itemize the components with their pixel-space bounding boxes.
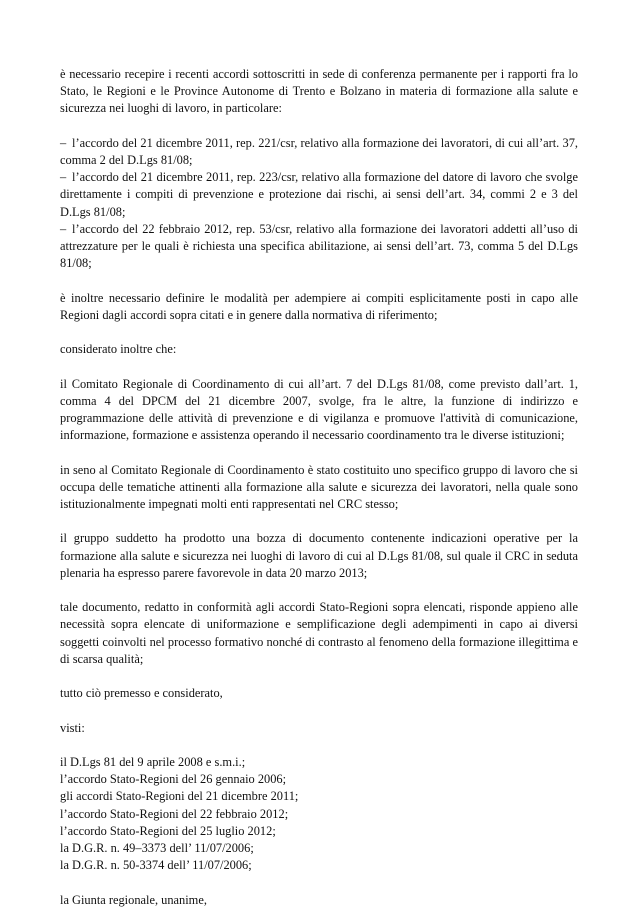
paragraph-considered: considerato inoltre che: — [60, 342, 177, 357]
reference-item: la D.G.R. n. 49–3373 dell’ 11/07/2006; — [60, 840, 254, 855]
reference-item: l’accordo Stato-Regioni del 25 luglio 2012; — [60, 823, 276, 838]
paragraph-crc-role: il Comitato Regionale di Coordinamento di cui all’art. 7 del D.Lgs 81/08, come previsto dall’art. 1, comma 4 del DPCM del 21 dicembre 2007, svolge, fra le altre, la funzione di indirizzo e programmazione delle attività di prevenzione e di vigilanza e promuove l'attività di comunicazione, informazione, formazione e assistenza operando il necessario coordinamento tra le diverse istituzioni; — [60, 376, 578, 443]
agreement-text: l’accordo del 22 febbraio 2012, rep. 53/csr, relativo alla formazione dei lavoratori addetti all’uso di attrezzature per le quali è richiesta una specifica abilitazione, ai sensi dell’art. 73, comma 5 del D.Lgs 81/08; — [60, 221, 578, 271]
paragraph-document-conformity: tale documento, redatto in conformità agli accordi Stato-Regioni sopra elencati, risponde appieno alle necessità sopra elencate di uniformazione e semplificazione degli adempimenti in capo ai diversi soggetti coinvolti nel processo formativo nonché di contrasto al fenomeno della formazione illegittima e di scarsa qualità; — [60, 600, 578, 666]
reference-item: gli accordi Stato-Regioni del 21 dicembre 2011; — [60, 789, 299, 804]
agreement-item — [60, 169, 578, 221]
agreement-item — [60, 221, 578, 273]
agreement-item — [60, 135, 578, 169]
paragraph-premises: tutto ciò premesso e considerato, — [60, 686, 223, 701]
paragraph-draft-document: il gruppo suddetto ha prodotto una bozza di documento contenente indicazioni operative per la formazione alla salute e sicurezza nei luoghi di lavoro di cui al D.Lgs 81/08, sul quale il CRC in seduta plenaria ha espresso parere favorevole in data 20 marzo 2013; — [60, 531, 578, 580]
reference-item: il D.Lgs 81 del 9 aprile 2008 e s.m.i.; — [60, 754, 246, 769]
agreement-text: l’accordo del 21 dicembre 2011, rep. 221/csr, relativo alla formazione dei lavoratori, di cui all’art. 37, comma 2 del D.Lgs 81/08; — [60, 135, 578, 167]
dash-bullet: – — [60, 221, 67, 236]
reference-item: l’accordo Stato-Regioni del 26 gennaio 2006; — [60, 772, 287, 787]
reference-item: l’accordo Stato-Regioni del 22 febbraio 2012; — [60, 806, 289, 821]
agreement-text: l’accordo del 21 dicembre 2011, rep. 223/csr, relativo alla formazione del datore di lavoro che svolge direttamente i compiti di prevenzione e protezione dai rischi, ai sensi dell’art. 34, commi 2 e 3 del D.Lgs 81/08; — [60, 170, 578, 219]
intro-paragraph: è necessario recepire i recenti accordi sottoscritti in sede di conferenza permanente per i rapporti fra lo Stato, le Regioni e le Province Autonome di Trento e Bolzano in materia di formazione alla salute e sicurezza nei luoghi di lavoro, in particolare: — [60, 67, 578, 116]
dash-bullet: – — [60, 135, 67, 150]
paragraph-working-group: in seno al Comitato Regionale di Coordinamento è stato costituito uno specifico gruppo di lavoro che si occupa delle tematiche attinenti alla formazione alla salute e sicurezza dei lavoratori, nella quale sono istituzionalmente impegnati molti enti rappresentati nel CRC stesso; — [60, 462, 578, 511]
reference-item: la D.G.R. n. 50-3374 dell’ 11/07/2006; — [60, 858, 252, 873]
closing-paragraph: la Giunta regionale, unanime, — [60, 892, 207, 907]
references-list — [60, 754, 578, 874]
dash-bullet: – — [60, 170, 67, 185]
paragraph-visti: visti: — [60, 720, 85, 735]
agreements-list — [60, 135, 578, 273]
paragraph-regions-duties: è inoltre necessario definire le modalità per adempiere ai compiti esplicitamente posti in capo alle Regioni dagli accordi sopra citati e in genere dalla normativa di riferimento; — [60, 290, 578, 322]
